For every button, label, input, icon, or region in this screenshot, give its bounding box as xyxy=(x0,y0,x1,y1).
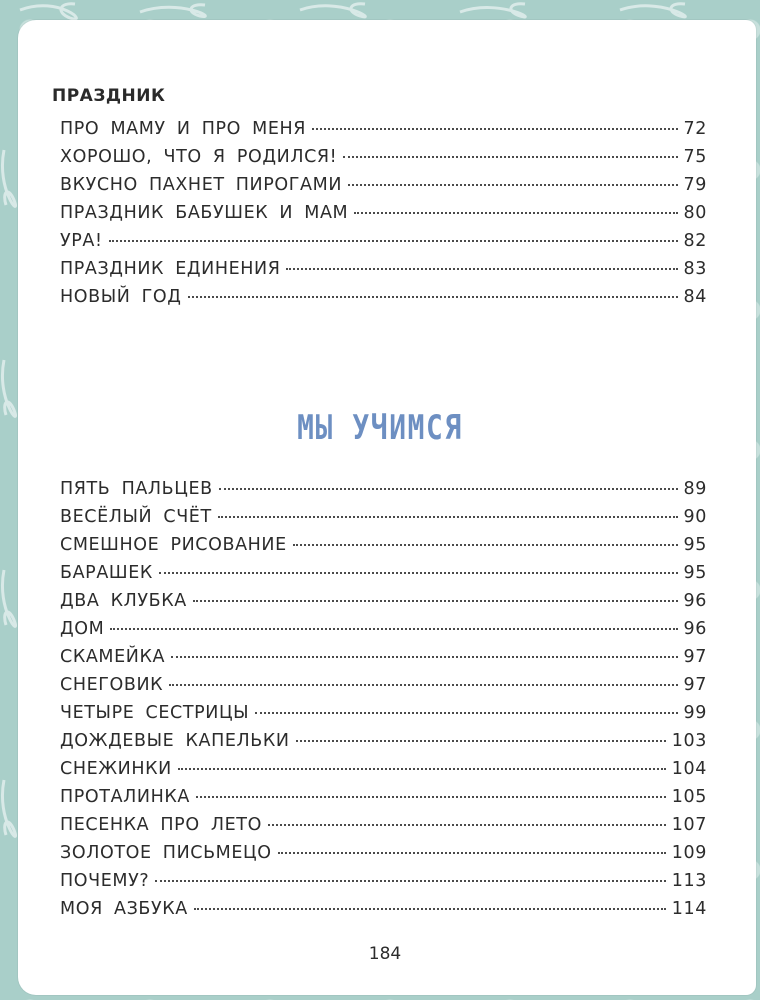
toc-entry-title: ДОМ xyxy=(60,619,105,639)
dot-leader xyxy=(268,824,666,826)
toc-entry-page: 99 xyxy=(683,703,707,723)
toc-entry-page: 96 xyxy=(683,591,707,611)
dot-leader xyxy=(171,656,677,658)
toc-entry xyxy=(60,675,707,703)
toc-entry-page: 95 xyxy=(683,563,707,583)
toc-entry xyxy=(60,507,707,535)
toc-entry xyxy=(60,815,707,843)
toc-entry-title: НОВЫЙ ГОД xyxy=(60,287,182,307)
toc-list-we-learn xyxy=(60,479,707,927)
toc-entry xyxy=(60,203,707,231)
toc-entry xyxy=(60,175,707,203)
toc-entry xyxy=(60,619,707,647)
toc-list-holiday xyxy=(60,119,707,315)
dot-leader xyxy=(178,768,666,770)
toc-entry-page: 114 xyxy=(671,899,707,919)
toc-entry-title: ПРАЗДНИК ЕДИНЕНИЯ xyxy=(60,259,281,279)
dot-leader xyxy=(286,268,677,270)
dot-leader xyxy=(159,572,678,574)
dot-leader xyxy=(278,852,666,854)
dot-leader xyxy=(255,712,677,714)
toc-entry-page: 103 xyxy=(671,731,707,751)
toc-entry xyxy=(60,843,707,871)
dot-leader xyxy=(218,516,678,518)
toc-entry-title: СКАМЕЙКА xyxy=(60,647,166,667)
toc-entry-page: 90 xyxy=(683,507,707,527)
toc-entry-page: 84 xyxy=(683,287,707,307)
toc-entry-page: 96 xyxy=(683,619,707,639)
toc-entry xyxy=(60,563,707,591)
toc-entry-page: 107 xyxy=(671,815,707,835)
toc-entry xyxy=(60,647,707,675)
toc-entry-page: 104 xyxy=(671,759,707,779)
toc-entry-title: ХОРОШО, ЧТО Я РОДИЛСЯ! xyxy=(60,147,338,167)
toc-entry-page: 89 xyxy=(683,479,707,499)
toc-entry xyxy=(60,787,707,815)
section-title-holiday: ПРАЗДНИК xyxy=(52,86,166,106)
dot-leader xyxy=(169,684,677,686)
dot-leader xyxy=(188,296,678,298)
toc-entry-title: ПОЧЕМУ? xyxy=(60,871,150,891)
toc-entry-page: 75 xyxy=(683,147,707,167)
toc-entry xyxy=(60,759,707,787)
dot-leader xyxy=(312,128,678,130)
toc-entry-title: БАРАШЕК xyxy=(60,563,153,583)
dot-leader xyxy=(194,908,666,910)
toc-entry-title: СМЕШНОЕ РИСОВАНИЕ xyxy=(60,535,287,555)
toc-entry-page: 97 xyxy=(683,675,707,695)
toc-entry xyxy=(60,703,707,731)
toc-entry-title: ЧЕТЫРЕ СЕСТРИЦЫ xyxy=(60,703,250,723)
dot-leader xyxy=(110,628,677,630)
toc-entry xyxy=(60,731,707,759)
toc-entry-page: 79 xyxy=(683,175,707,195)
toc-entry xyxy=(60,259,707,287)
dot-leader xyxy=(354,212,677,214)
dot-leader xyxy=(343,156,677,158)
dot-leader xyxy=(193,600,678,602)
toc-entry-title: ВЕСЁЛЫЙ СЧЁТ xyxy=(60,507,212,527)
toc-entry-page: 105 xyxy=(671,787,707,807)
toc-entry-title: ПЕСЕНКА ПРО ЛЕТО xyxy=(60,815,262,835)
section-title-we-learn: МЫ УЧИМСЯ xyxy=(297,408,463,448)
dot-leader xyxy=(296,740,666,742)
toc-entry-title: ЗОЛОТОЕ ПИСЬМЕЦО xyxy=(60,843,272,863)
page-number: 184 xyxy=(368,944,402,964)
toc-entry-title: ДОЖДЕВЫЕ КАПЕЛЬКИ xyxy=(60,731,290,751)
toc-entry-page: 95 xyxy=(683,535,707,555)
toc-entry xyxy=(60,231,707,259)
toc-entry-title: ПРАЗДНИК БАБУШЕК И МАМ xyxy=(60,203,349,223)
toc-entry-page: 82 xyxy=(683,231,707,251)
dot-leader xyxy=(109,240,678,242)
toc-entry-title: ВКУСНО ПАХНЕТ ПИРОГАМИ xyxy=(60,175,343,195)
toc-entry xyxy=(60,479,707,507)
dot-leader xyxy=(348,184,678,186)
toc-entry-title: ПРО МАМУ И ПРО МЕНЯ xyxy=(60,119,307,139)
toc-entry-page: 80 xyxy=(683,203,707,223)
toc-entry-page: 72 xyxy=(683,119,707,139)
toc-entry-title: ПЯТЬ ПАЛЬЦЕВ xyxy=(60,479,213,499)
toc-entry xyxy=(60,871,707,899)
dot-leader xyxy=(155,880,666,882)
toc-entry-title: ПРОТАЛИНКА xyxy=(60,787,190,807)
toc-entry-title: ДВА КЛУБКА xyxy=(60,591,187,611)
dot-leader xyxy=(293,544,678,546)
toc-entry xyxy=(60,147,707,175)
toc-entry xyxy=(60,287,707,315)
toc-entry-page: 109 xyxy=(671,843,707,863)
toc-entry-page: 113 xyxy=(671,871,707,891)
toc-entry xyxy=(60,119,707,147)
toc-entry xyxy=(60,535,707,563)
toc-entry-page: 83 xyxy=(683,259,707,279)
toc-entry-title: СНЕЖИНКИ xyxy=(60,759,172,779)
dot-leader xyxy=(219,488,678,490)
toc-entry-title: МОЯ АЗБУКА xyxy=(60,899,188,919)
dot-leader xyxy=(196,796,666,798)
toc-entry-title: УРА! xyxy=(60,231,103,251)
toc-entry-page: 97 xyxy=(683,647,707,667)
toc-entry xyxy=(60,591,707,619)
toc-entry xyxy=(60,899,707,927)
toc-entry-title: СНЕГОВИК xyxy=(60,675,164,695)
